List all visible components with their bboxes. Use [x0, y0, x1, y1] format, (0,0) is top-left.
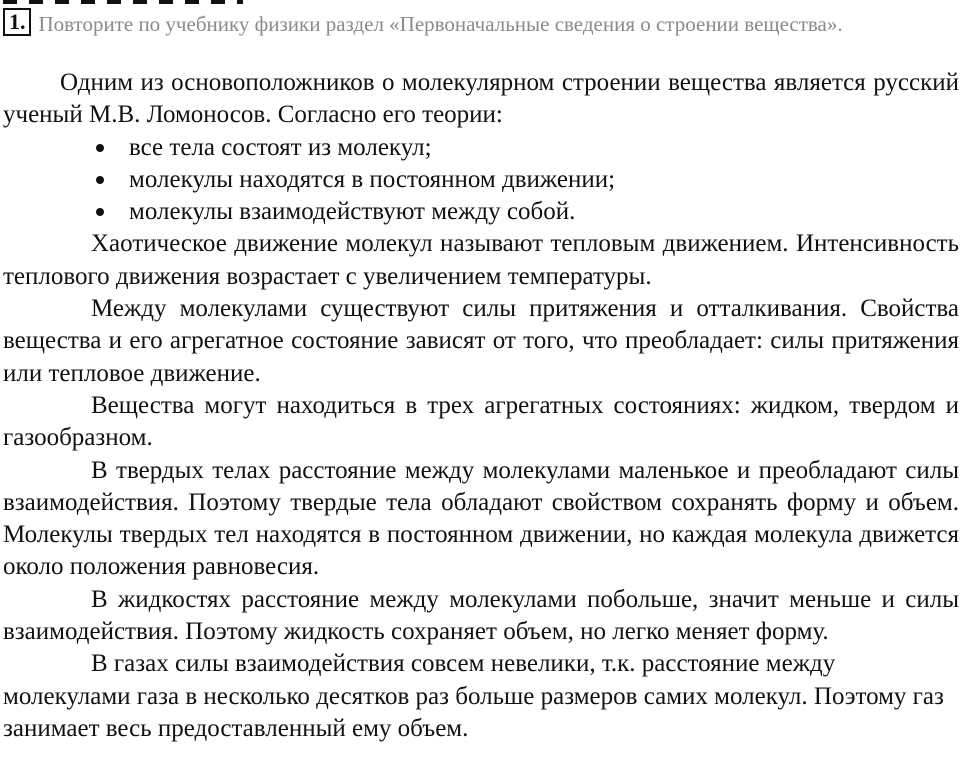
bullet-text: молекулы взаимодействуют между собой.	[129, 198, 576, 226]
task-number-box: 1.	[3, 8, 31, 36]
task-instruction: Повторите по учебнику физики раздел «Первоначальные сведения о строении вещества».	[38, 12, 843, 36]
theory-bullet-list	[3, 132, 959, 229]
top-decorative-rule	[3, 0, 243, 4]
task-header	[3, 8, 958, 39]
answer-text	[3, 67, 959, 745]
solids-paragraph: В твердых телах расстояние между молекулами маленькое и преобладают силы взаимодействия. Поэтому твердые тела обладают свойством сохранять форму и объем. Молекулы твердых тел находятся в постоянном движении, но каждая молекула движется около положения равновесия.	[3, 456, 959, 581]
bullet-icon	[96, 208, 104, 216]
list-item	[3, 196, 959, 228]
bullet-text: молекулы находятся в постоянном движении;	[129, 165, 616, 193]
liquids-paragraph: В жидкостях расстояние между молекулами побольше, значит меньше и силы взаимодействия. Поэтому жидкость сохраняет объем, но легко меняет форму.	[3, 585, 959, 646]
thermal-motion-paragraph: Хаотическое движение молекул называют тепловым движением. Интенсивность теплового движения возрастает с увеличением температуры.	[3, 230, 959, 290]
states-paragraph: Вещества могут находиться в трех агрегатных состояниях: жидком, твердом и газообразном.	[3, 391, 959, 452]
gases-paragraph: В газах силы взаимодействия совсем невелики, т.к. расстояние между молекулами газа в несколько десятков раз больше размеров самих молекул. Поэтому газ занимает весь предоставленный ему объем.	[3, 650, 944, 742]
bullet-icon	[96, 176, 104, 184]
bullet-text: все тела состоят из молекул;	[129, 133, 432, 161]
bullet-icon	[96, 144, 104, 152]
list-item	[3, 164, 959, 196]
intro-paragraph: Одним из основоположников о молекулярном строении вещества является русский ученый М.В. Ломоносов. Согласно его теории:	[3, 69, 959, 129]
list-item	[3, 132, 959, 164]
forces-paragraph: Между молекулами существуют силы притяжения и отталкивания. Свойства вещества и его агрегатное состояние зависят от того, что преобладает: силы притяжения или тепловое движение.	[3, 295, 959, 387]
